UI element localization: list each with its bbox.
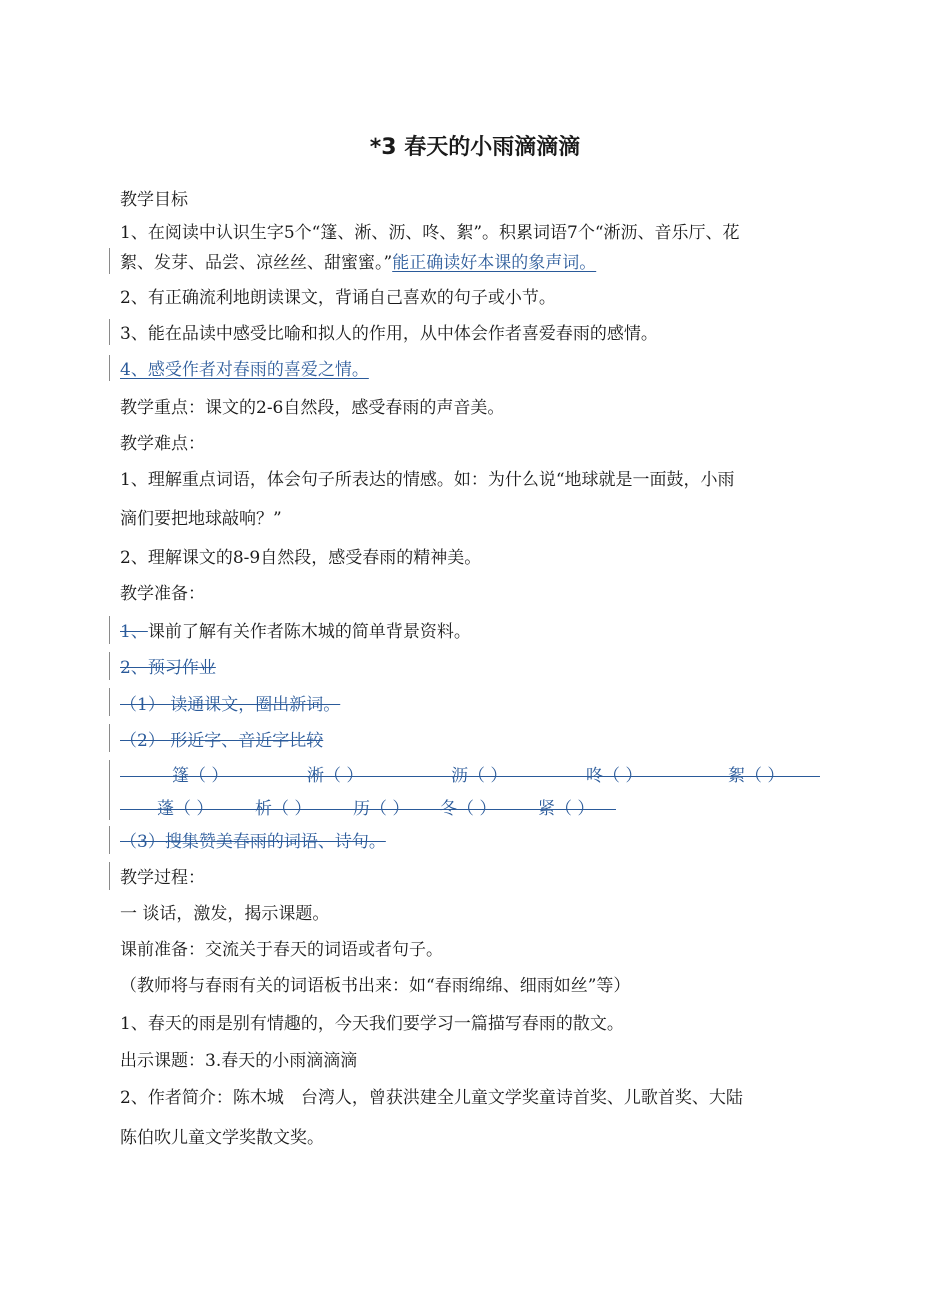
deleted-text: 1、 [120, 622, 148, 642]
revision-bar [109, 688, 110, 716]
char-pair: 絮（ ） [728, 766, 785, 786]
char-pair: 淅（ ） [307, 766, 364, 786]
difficulty-1-line-1: 1、理解重点词语，体会句子所表达的情感。如：为什么说“地球就是一面鼓，小雨 [120, 470, 735, 490]
preparation-sub-1-deleted: （1） 读通课文，圈出新词。 [120, 695, 341, 715]
preparation-sub-2-deleted: （2） 形近字、音近字比较 [120, 731, 324, 751]
process-pre: 课前准备：交流关于春天的词语或者句子。 [120, 940, 443, 960]
strikethrough-line [120, 776, 820, 777]
revision-bar [109, 248, 110, 274]
char-pair: 咚（ ） [586, 766, 643, 786]
char-pair: 析（ ） [255, 799, 312, 819]
objective-1-line-2 [120, 252, 596, 274]
process-item-2-line-2: 陈伯吹儿童文学奖散文奖。 [120, 1128, 324, 1148]
difficulty-heading: 教学难点： [120, 434, 205, 454]
key-point: 教学重点：课文的2-6自然段，感受春雨的声音美。 [120, 398, 505, 418]
objective-1-line-1: 1、在阅读中认识生字5个“篷、淅、沥、咚、絮”。积累词语7个“淅沥、音乐厅、花 [120, 223, 740, 243]
revision-bar [109, 724, 110, 752]
char-compare-row-1 [0, 765, 950, 787]
document-title: *3 春天的小雨滴滴滴 [369, 135, 581, 160]
preparation-heading: 教学准备： [120, 584, 205, 604]
inserted-text: 能正确读好本课的象声词。 [392, 253, 597, 273]
char-pair: 沥（ ） [451, 766, 508, 786]
revision-bar [109, 616, 110, 644]
preparation-2-deleted: 2、预习作业 [120, 658, 216, 678]
objective-1-text: 絮、发芽、品尝、凉丝丝、甜蜜蜜。” [120, 253, 393, 273]
revision-bar [109, 652, 110, 680]
char-pair: 紧（ ） [538, 799, 595, 819]
char-compare-row-2 [0, 798, 950, 820]
difficulty-1-line-2: 滴们要把地球敲响？” [120, 509, 282, 529]
difficulty-2: 2、理解课文的8-9自然段，感受春雨的精神美。 [120, 548, 482, 568]
char-pair: 蓬（ ） [157, 799, 214, 819]
preparation-1-text: 课前了解有关作者陈木城的简单背景资料。 [147, 622, 471, 642]
char-pair: 历（ ） [353, 799, 410, 819]
objective-4-inserted: 4、感受作者对春雨的喜爱之情。 [120, 360, 369, 380]
revision-bar [109, 355, 110, 381]
process-step-1: 一 谈话，激发，揭示课题。 [120, 904, 330, 924]
process-note: （教师将与春雨有关的词语板书出来：如“春雨绵绵、细雨如丝”等） [120, 976, 631, 996]
objectives-heading: 教学目标 [120, 190, 188, 210]
process-show-title: 出示课题：3.春天的小雨滴滴滴 [120, 1051, 358, 1071]
preparation-sub-3-deleted: （3）搜集赞美春雨的词语、诗句。 [120, 832, 386, 852]
revision-bar [109, 862, 110, 890]
process-item-1: 1、春天的雨是别有情趣的，今天我们要学习一篇描写春雨的散文。 [120, 1014, 624, 1034]
process-item-2-line-1: 2、作者简介：陈木城 台湾人，曾获洪建全儿童文学奖童诗首奖、儿歌首奖、大陆 [120, 1088, 743, 1108]
process-heading: 教学过程： [120, 868, 205, 888]
revision-bar [109, 826, 110, 854]
objective-2: 2、有正确流利地朗读课文，背诵自己喜欢的句子或小节。 [120, 288, 556, 308]
objective-3: 3、能在品读中感受比喻和拟人的作用，从中体会作者喜爱春雨的感情。 [120, 324, 658, 344]
char-pair: 冬（ ） [440, 799, 497, 819]
strikethrough-line [120, 809, 616, 810]
char-pair: 篷（ ） [172, 766, 229, 786]
preparation-1 [120, 621, 471, 643]
revision-bar [109, 319, 110, 345]
